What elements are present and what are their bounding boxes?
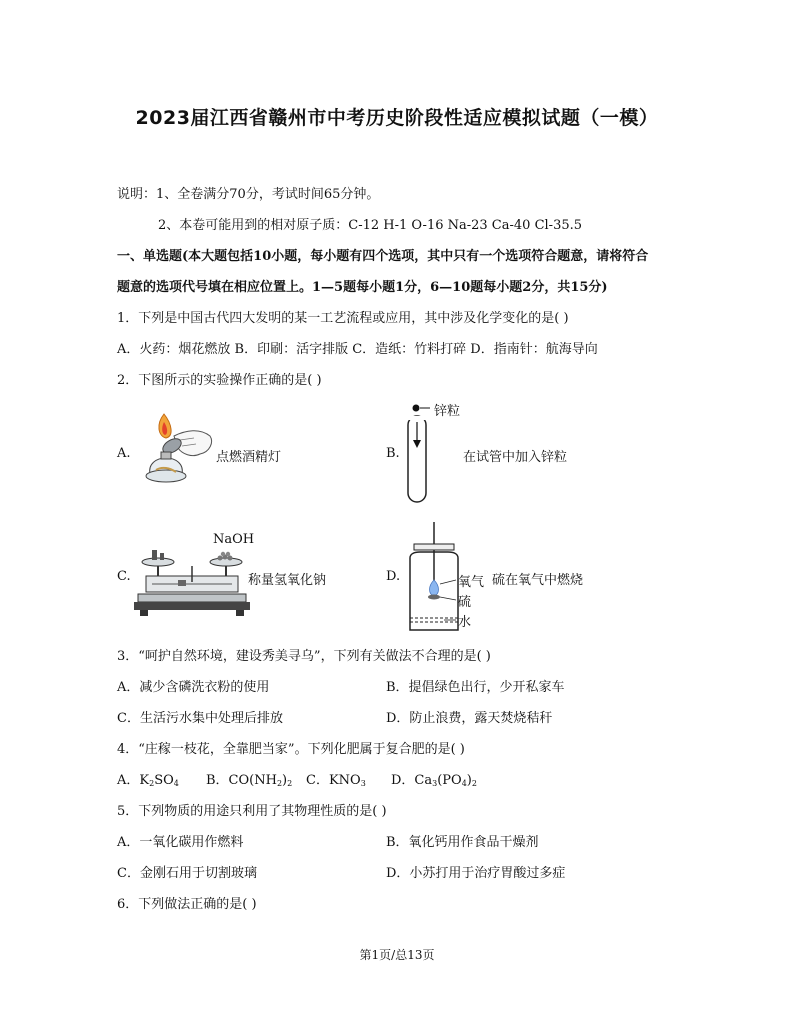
question-1-options: A．火药：烟花燃放 B．印刷：活字排版 C．造纸：竹料打碎 D．指南针：航海导向 — [117, 342, 598, 357]
instruction-line-1: 说明：1、全卷满分70分，考试时间65分钟。 — [117, 187, 380, 202]
question-2-option-b-text: 在试管中加入锌粒 — [463, 450, 568, 465]
question-4-option-c: C．$KNO_3$ — [306, 773, 366, 788]
question-1-stem: 1．下列是中国古代四大发明的某一工艺流程或应用，其中涉及化学变化的是( ) — [117, 311, 569, 326]
question-4-option-a: A．$K_2SO_4$ — [117, 773, 179, 788]
question-2-stem: 2．下图所示的实验操作正确的是( ) — [117, 373, 322, 388]
balance-scale-figure — [134, 540, 246, 620]
question-5-option-c: C．金刚石用于切割玻璃 — [117, 866, 257, 881]
question-6-stem: 6．下列做法正确的是( ) — [117, 897, 257, 912]
gas-jar-figure — [404, 522, 464, 634]
page-footer: 第1页/总13页 — [359, 948, 435, 962]
question-2-option-a-text: 点燃酒精灯 — [216, 450, 282, 465]
naoh-label: NaOH — [213, 532, 255, 547]
question-4-option-d: D．$Ca_3(PO_4)_2$ — [391, 773, 477, 788]
question-5-option-b: B．氧化钙用作食品干燥剂 — [386, 835, 539, 850]
question-2-option-c-letter: C. — [117, 569, 131, 584]
water-label: 水 — [458, 615, 472, 630]
question-2-option-c-text: 称量氢氧化钠 — [248, 573, 327, 588]
question-2-option-d-letter: D. — [386, 569, 401, 584]
question-5-option-a: A．一氧化碳用作燃料 — [117, 835, 244, 850]
section-heading-line-2: 题意的选项代号填在相应位置上。1—5题每小题1分，6—10题每小题2分，共15分) — [117, 280, 608, 295]
section-heading-line-1: 一、单选题(本大题包括10小题，每小题有四个选项，其中只有一个选项符合题意，请将符合 — [117, 249, 649, 264]
question-5-stem: 5．下列物质的用途只利用了其物理性质的是( ) — [117, 804, 387, 819]
sulfur-label: 硫 — [458, 595, 472, 610]
question-2-option-a-letter: A. — [117, 446, 131, 461]
question-3-option-c: C．生活污水集中处理后排放 — [117, 711, 283, 726]
question-4-option-b: B．$CO(NH_2)_2$ — [206, 773, 293, 788]
question-5-option-d: D．小苏打用于治疗胃酸过多症 — [386, 866, 566, 881]
alcohol-lamp-lighting-figure — [134, 406, 216, 496]
question-3-stem: 3．“呵护自然环境，建设秀美寻乌”，下列有关做法不合理的是( ) — [117, 649, 491, 664]
oxygen-label: 氧气 — [458, 575, 485, 590]
question-2-option-b-letter: B. — [386, 446, 400, 461]
question-4-stem: 4．“庄稼一枝花，全靠肥当家”。下列化肥属于复合肥的是( ) — [117, 742, 465, 757]
page-title: 2023届江西省赣州市中考历史阶段性适应模拟试题（一模） — [135, 107, 659, 129]
question-3-option-a: A．减少含磷洗衣粉的使用 — [117, 680, 270, 695]
instruction-line-2: 2、本卷可能用到的相对原子质：C-12 H-1 O-16 Na-23 Ca-40 Cl-35.5 — [158, 218, 583, 233]
question-2-option-d-text: 硫在氧气中燃烧 — [492, 573, 584, 588]
question-3-option-d: D．防止浪费，露天焚烧秸秆 — [386, 711, 553, 726]
zinc-granule-label: 锌粒 — [434, 404, 461, 419]
question-3-option-b: B．提倡绿色出行，少开私家车 — [386, 680, 565, 695]
